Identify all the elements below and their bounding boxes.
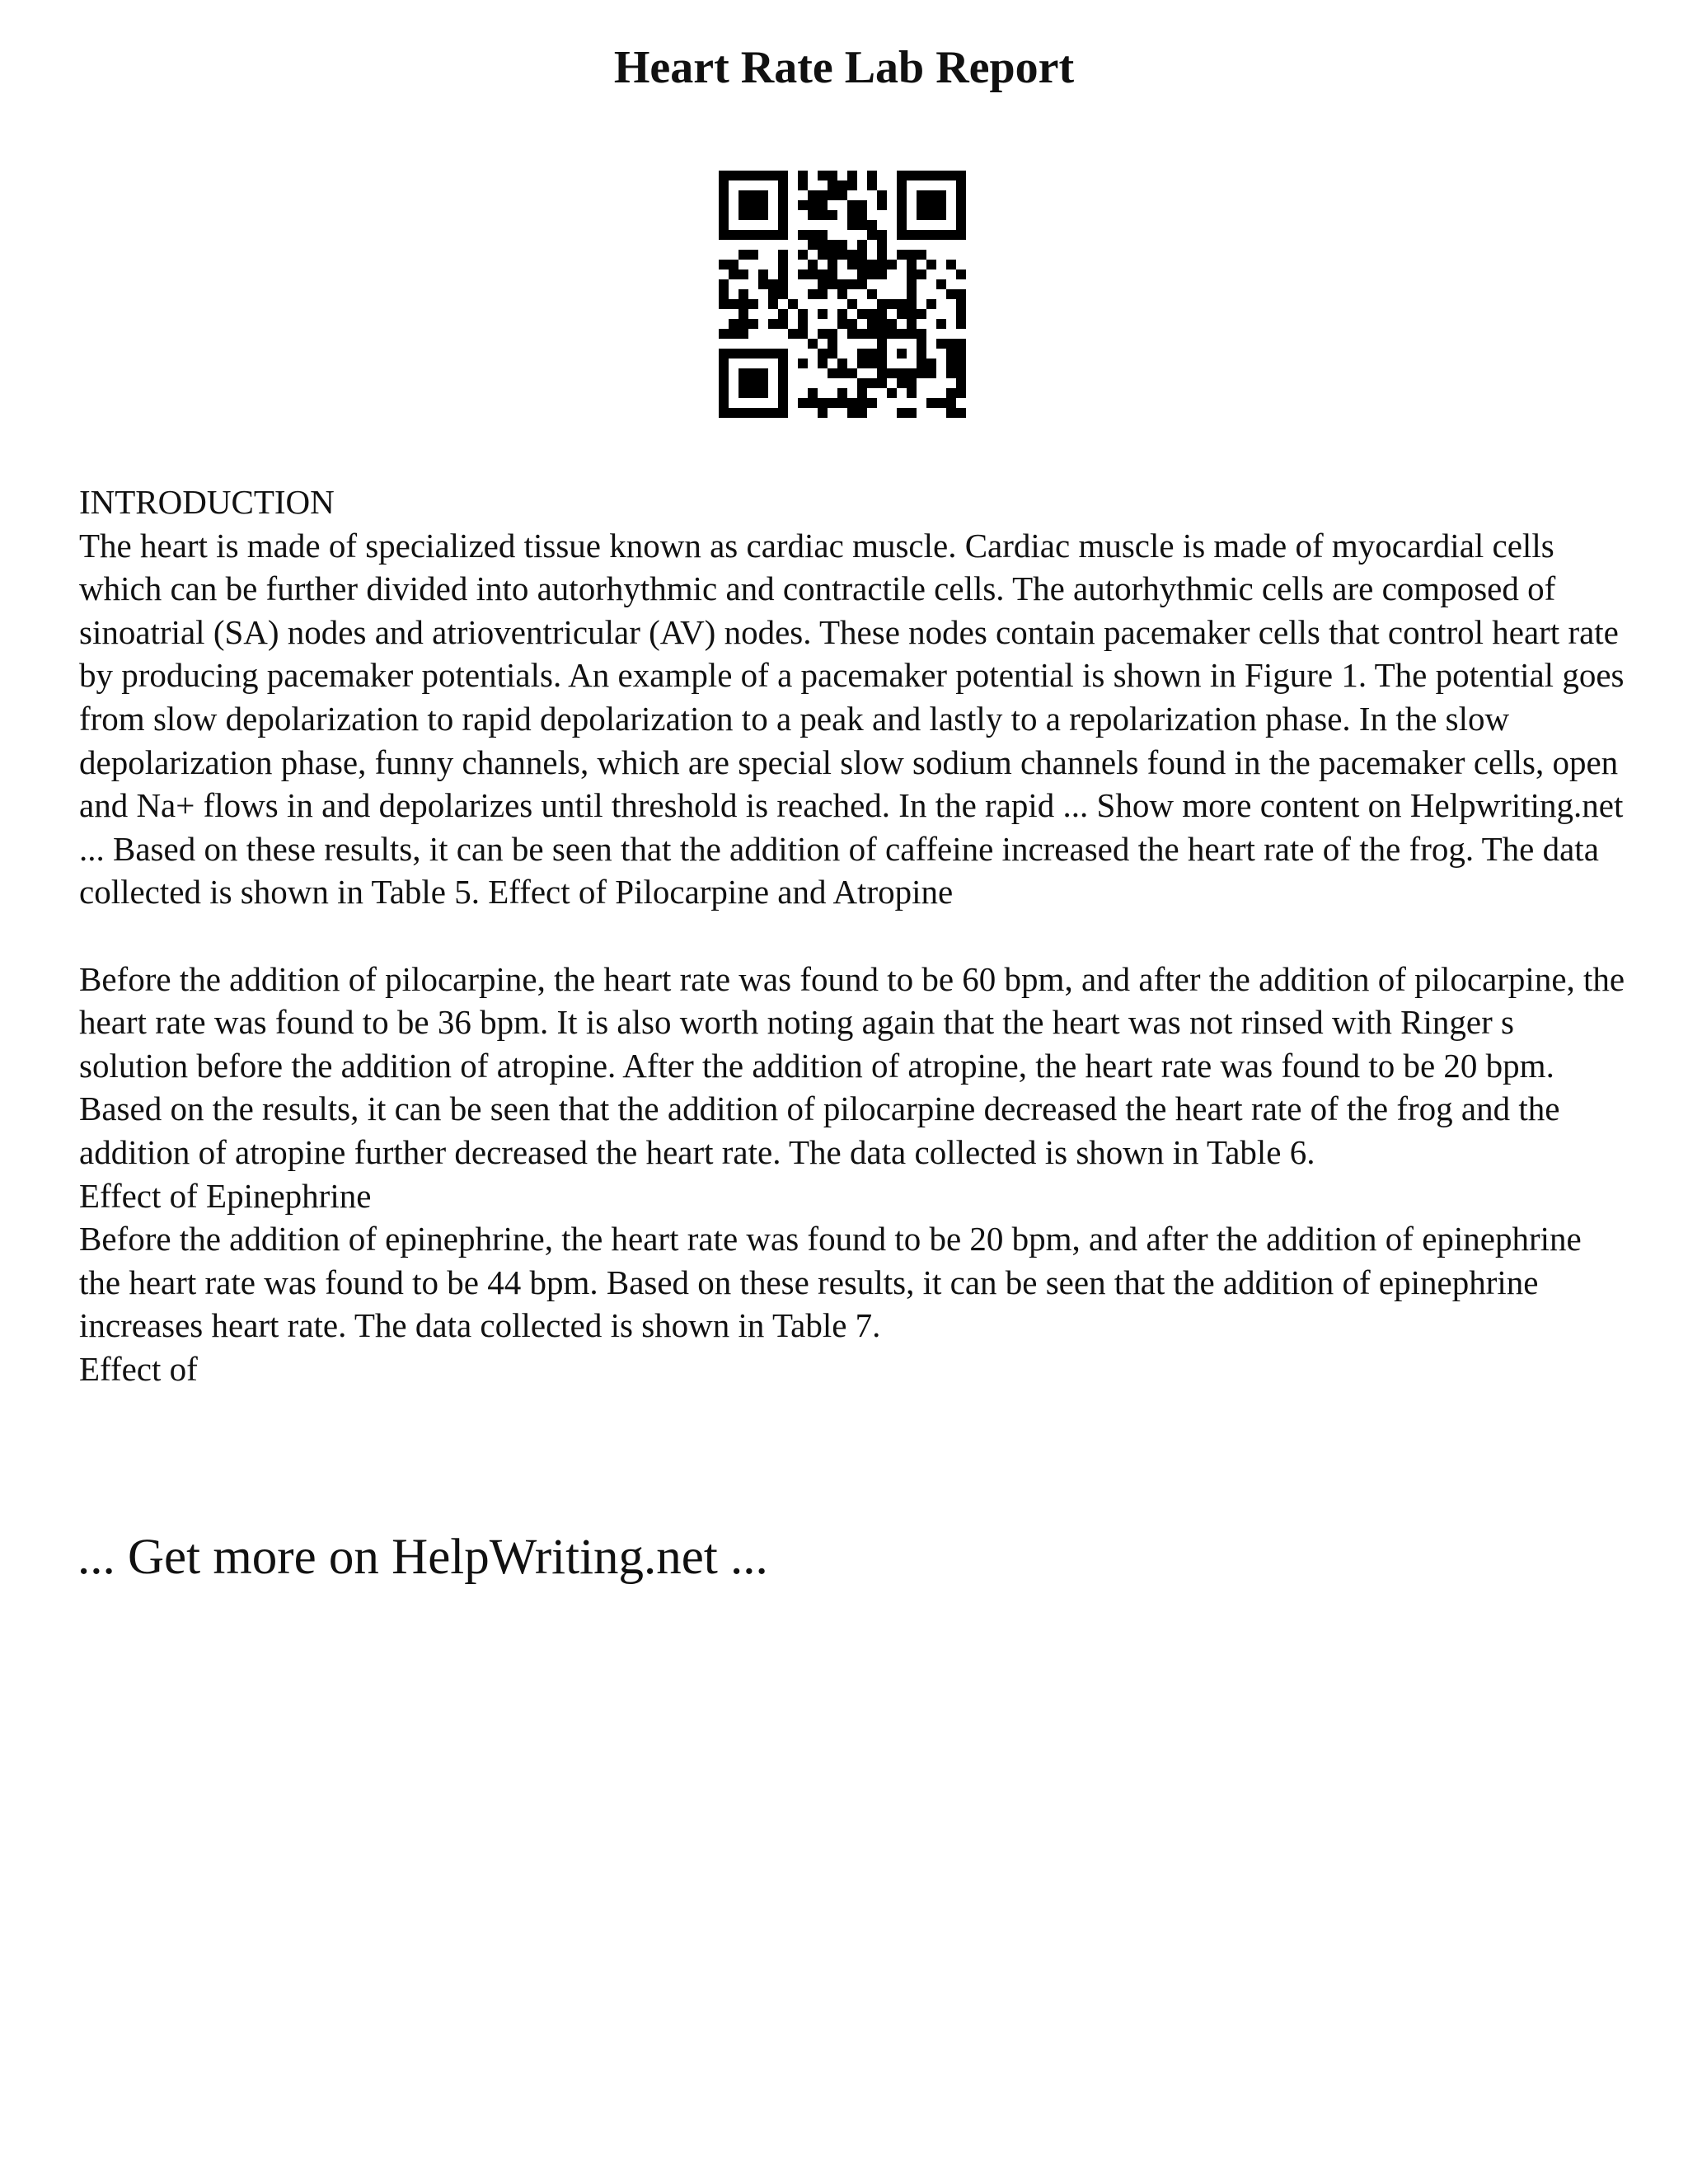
pilocarpine-paragraph: Before the addition of pilocarpine, the heart rate was found to be 60 bpm, and after the addition of pilocarpine, the heart rate was found to be 36 bpm. It is also worth noting again that the heart was not rinsed with Ringer s solution before the addition of atropine. After the addition of atropine, the heart rate was found to be 20 bpm. Based on the results, it can be seen that the addition of pilocarpine decreased the heart rate of the frog and the addition of atropine further decreased the heart rate. The data collected is shown in Table 6. <box>79 959 1625 1171</box>
epinephrine-paragraph: Before the addition of epinephrine, the heart rate was found to be 20 bpm, and after the addition of epinephrine the heart rate was found to be 44 bpm. Based on these results, it can be seen that the addition of epinephrine increases heart rate. The data collected is shown in Table 7. <box>79 1220 1582 1345</box>
intro-heading: INTRODUCTION <box>79 483 335 521</box>
report-body <box>79 480 1629 1390</box>
paragraph-gap <box>79 914 1629 958</box>
get-more-link[interactable]: ... Get more on HelpWriting.net ... <box>77 1530 768 1585</box>
qr-code-icon <box>719 171 966 418</box>
trailing-heading: Effect of <box>79 1349 198 1388</box>
page-title: Heart Rate Lab Report <box>613 42 1075 93</box>
epinephrine-heading: Effect of Epinephrine <box>79 1176 372 1215</box>
intro-paragraph: The heart is made of specialized tissue known as cardiac muscle. Cardiac muscle is made of myocardial cells which can be further divided into autorhythmic and contractile cells. The autorhythmic cells are composed of sinoatrial (SA) nodes and atrioventricular (AV) nodes. These nodes contain pacemaker cells that control heart rate by producing pacemaker potentials. An example of a pacemaker potential is shown in Figure 1. The potential goes from slow depolarization to rapid depolarization to a peak and lastly to a repolarization phase. In the slow depolarization phase, funny channels, which are special slow sodium channels found in the pacemaker cells, open and Na+ flows in and depolarizes until threshold is reached. In the rapid ... Show more content on Helpwriting.net ... Based on these results, it can be seen that the addition of caffeine increased the heart rate of the frog. The data collected is shown in Table 5. Effect of Pilocarpine and Atropine <box>79 526 1625 912</box>
